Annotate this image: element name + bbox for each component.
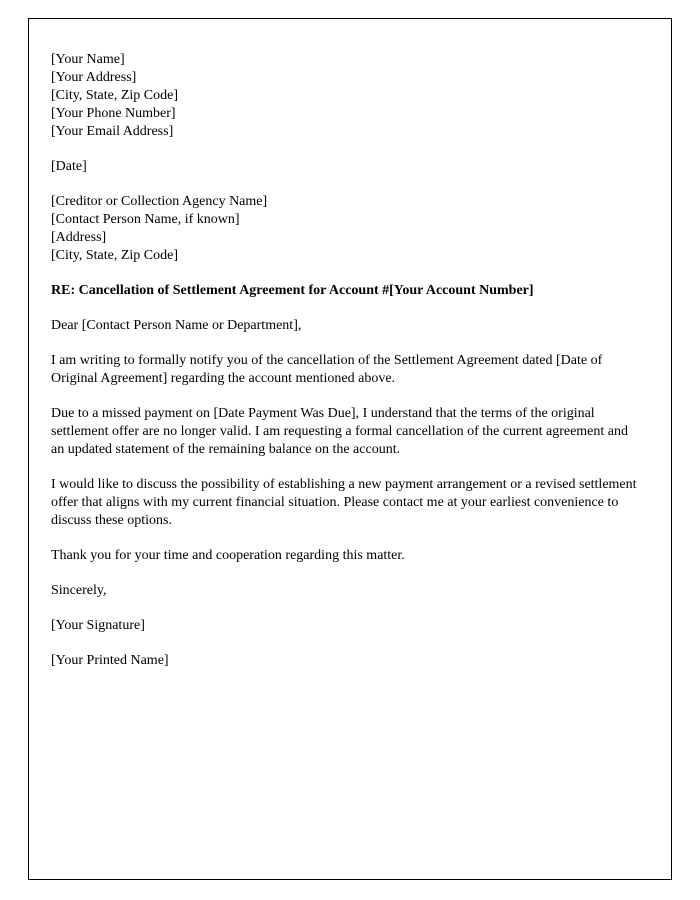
body-paragraph-3: I would like to discuss the possibility of establishing a new payment arrangement or a revised settlement offer that aligns with my current financial situation. Please contact me at your earliest convenience to discuss these options.	[51, 477, 637, 528]
body-paragraph-1: I am writing to formally notify you of the cancellation of the Settlement Agreement dated [Date of Original Agreement] regarding the account mentioned above.	[51, 353, 603, 386]
sender-name-line: [Your Name]	[51, 52, 125, 67]
sender-address-line: [Your Address]	[51, 70, 137, 85]
sender-address-block	[51, 51, 649, 141]
sender-city-line: [City, State, Zip Code]	[51, 88, 179, 103]
date-block	[51, 158, 649, 176]
body-paragraph-2: Due to a missed payment on [Date Payment Was Due], I understand that the terms of the original settlement offer are no longer valid. I am requesting a formal cancellation of the current agreement and an updated statement of the remaining balance on the account.	[51, 406, 628, 457]
recipient-address-block	[51, 193, 649, 265]
recipient-name-line: [Creditor or Collection Agency Name]	[51, 194, 268, 209]
signature-line: [Your Signature]	[51, 618, 145, 633]
sender-phone-line: [Your Phone Number]	[51, 106, 176, 121]
sender-email-line: [Your Email Address]	[51, 124, 174, 139]
date-line: [Date]	[51, 159, 87, 174]
body-paragraph-4: Thank you for your time and cooperation regarding this matter.	[51, 548, 405, 563]
subject-line: RE: Cancellation of Settlement Agreement for Account #[Your Account Number]	[51, 283, 534, 298]
recipient-contact-line: [Contact Person Name, if known]	[51, 212, 240, 227]
recipient-city-line: [City, State, Zip Code]	[51, 248, 179, 263]
salutation-line: Dear [Contact Person Name or Department],	[51, 318, 302, 333]
recipient-street-line: [Address]	[51, 230, 107, 245]
closing-line: Sincerely,	[51, 583, 107, 598]
printed-name-line: [Your Printed Name]	[51, 653, 169, 668]
letter-page	[28, 18, 672, 880]
